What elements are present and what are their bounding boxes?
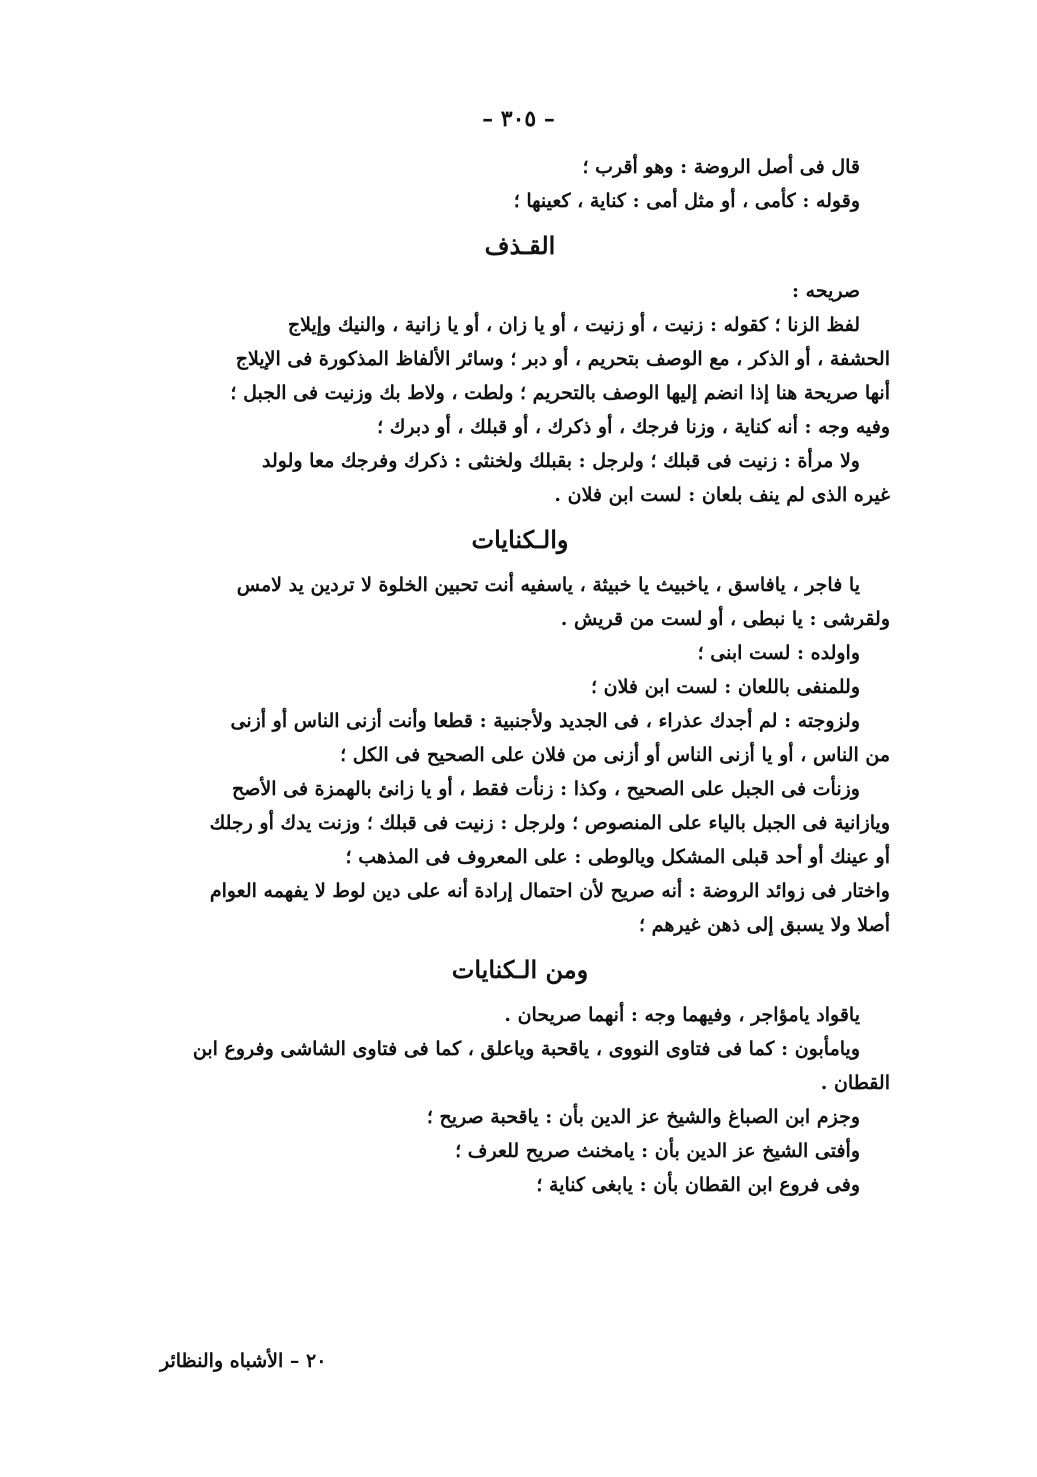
- text-line: وقوله : كأمى ، أو مثل أمى : كناية ، كعينها ؛: [513, 190, 860, 212]
- text-line: أصلا ولا يسبق إلى ذهن غيرهم ؛: [639, 914, 890, 936]
- text-line: وفيه وجه : أنه كناية ، وزنا فرجك ، أو ذكرك ، أو قبلك ، أو دبرك ؛: [377, 416, 890, 438]
- text-line: ولزوجته : لم أجدك عذراء ، فى الجديد ولأجنبية : قطعا وأنت أزنى الناس أو أزنى: [230, 710, 860, 732]
- text-line: ولا مرأة : زنيت فى قبلك ؛ ولرجل : بقبلك ولخنثى : ذكرك وفرجك معا ولولد: [262, 450, 860, 472]
- text-line: وأفتى الشيخ عز الدين بأن : يامخنث صريح للعرف ؛: [455, 1140, 860, 1162]
- text-line: أنها صريحة هنا إذا انضم إليها الوصف بالتحريم ؛ ولطت ، ولاط بك وزنيت فى الجبل ؛: [230, 382, 890, 404]
- text-line: ويازانية فى الجبل بالياء على المنصوص ؛ ولرجل : زنيت فى قبلك ؛ وزنت يدك أو رجلك: [209, 812, 890, 834]
- text-line: وللمنفى باللعان : لست ابن فلان ؛: [590, 676, 860, 698]
- text-line: واولده : لست ابنى ؛: [697, 642, 860, 664]
- text-line: لفظ الزنا ؛ كقوله : زنيت ، أو زنيت ، أو يا زان ، أو يا زانية ، والنيك وإيلاج: [287, 314, 860, 336]
- text-line: الحشفة ، أو الذكر ، مع الوصف بتحريم ، أو دبر ؛ وسائر الألفاظ المذكورة فى الإيلاج: [235, 348, 890, 370]
- text-line: قال فى أصل الروضة : وهو أقرب ؛: [582, 156, 860, 178]
- section-heading-kinayat: والـكنايات: [471, 525, 569, 554]
- text-line: واختار فى زوائد الروضة : أنه صريح لأن احتمال إرادة أنه على دين لوط لا يفهمه العوام: [209, 880, 890, 902]
- text-line: وفى فروع ابن القطان بأن : يابغى كناية ؛: [536, 1174, 860, 1196]
- text-line: ويامأبون : كما فى فتاوى النووى ، ياقحبة وياعلق ، كما فى فتاوى الشاشى وفروع ابن: [192, 1038, 860, 1060]
- text-line: وزنأت فى الجبل على الصحيح ، وكذا : زنأت فقط ، أو يا زانئ بالهمزة فى الأصح: [231, 778, 860, 800]
- footer-signature: ٢٠ – الأشباه والنظائر: [160, 1350, 327, 1372]
- section-heading-qadhf: القـذف: [484, 231, 556, 260]
- page-number: – ٣٠٥ –: [482, 106, 555, 132]
- text-line: ياقواد يامؤاجر ، وفيهما وجه : أنهما صريحان .: [504, 1004, 860, 1026]
- body-text: [150, 150, 890, 1202]
- text-line: من الناس ، أو يا أزنى الناس أو أزنى من فلان على الصحيح فى الكل ؛: [340, 744, 890, 766]
- text-line: أو عينك أو أحد قبلى المشكل ويالوطى : على المعروف فى المذهب ؛: [345, 846, 890, 868]
- text-line: يا فاجر ، يافاسق ، ياخبيث يا خبيثة ، ياسفيه أنت تحبين الخلوة لا تردين يد لامس: [236, 574, 860, 596]
- text-line: وجزم ابن الصباغ والشيخ عز الدين بأن : ياقحبة صريح ؛: [426, 1106, 860, 1128]
- text-line: غيره الذى لم ينف بلعان : لست ابن فلان .: [554, 484, 890, 506]
- text-line: ولقرشى : يا نبطى ، أو لست من قريش .: [560, 608, 890, 630]
- text-line: صريحه :: [792, 280, 860, 302]
- section-heading-min-kinayat: ومن الـكنايات: [451, 955, 589, 984]
- text-line: القطان .: [820, 1072, 890, 1094]
